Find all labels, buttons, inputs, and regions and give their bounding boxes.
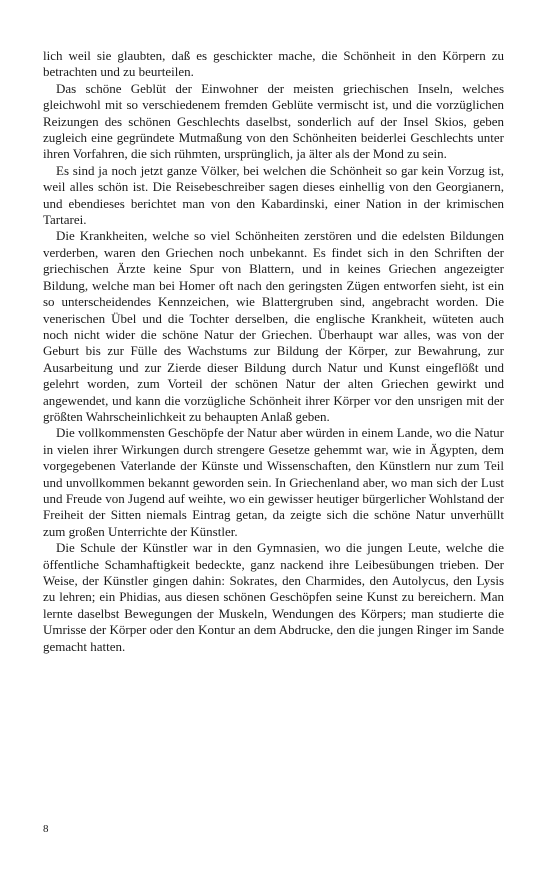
paragraph-voelker: Es sind ja noch jetzt ganze Völker, bei welchen die Schönheit so gar kein Vorzug ist, weil alles schön ist. Die Reisebeschreiber sagen dieses einhellig von den Georgianern, und ebendieses berichtet man von den Kabardinski, einer Nation in der krimischen Tartarei. — [43, 162, 504, 228]
page-number: 8 — [43, 823, 49, 835]
paragraph-krankheiten: Die Krankheiten, welche so viel Schönheiten zerstören und die edelsten Bildungen verderben, waren den Griechen noch unbekannt. Es findet sich in den Schriften der griechischen Ärzte keine Spur von Blattern, und in keines Griechen angezeigter Bildung, welche man bei Homer oft nach den geringsten Zügen entworfen sieht, ist ein so unterscheidendes Kennzeichen, wie Blattergruben sind, angebracht worden. Die venerischen Übel und die Tochter derselben, die englische Krankheit, wüteten auch noch nicht wider die schöne Natur der Griechen. Überhaupt war alles, was von der Geburt bis zur Fülle des Wachstums zur Bildung der Körper, zur Bewahrung, zur Ausarbeitung und zur Zierde dieser Bildung durch Natur und Kunst eingeflößt und gelehrt worden, zum Vorteil der schönen Natur der alten Griechen gewirkt und angewendet, und kann die vorzügliche Schönheit ihrer Körper vor den unsrigen mit der größten Wahrscheinlichkeit zu behaupten Anlaß geben. — [43, 228, 504, 424]
paragraph-continuation: lich weil sie glaubten, daß es geschickter mache, die Schönheit in den Körpern zu betrachten und zu beurteilen. — [43, 48, 504, 80]
paragraph-schule: Die Schule der Künstler war in den Gymnasien, wo die jungen Leute, welche die öffentliche Schamhaftigkeit bedeckte, ganz nackend ihre Leibesübungen trieben. Der Weise, der Künstler gingen dahin: Sokrates, den Charmides, den Autolycus, den Lysis zu lehren; ein Phidias, aus diesen schönen Geschöpfen seine Kunst zu bereichern. Man lernte daselbst Bewegungen der Muskeln, Wendungen des Körpers; man studierte die Umrisse der Körper oder den Kontur an dem Abdrucke, den die jungen Ringer im Sande gemacht hatten. — [43, 540, 504, 654]
paragraph-geschoepfe: Die vollkommensten Geschöpfe der Natur aber würden in einem Lande, wo die Natur in vielen ihrer Wirkungen durch strengere Gesetze gehemmt war, wie in Ägypten, dem vorgegebenen Vaterlande der Künste und Wissenschaften, den Künstlern nur zum Teil und unvollkommen bekannt geworden sein. In Griechenland aber, wo man sich der Lust und Freude von Jugend auf weihte, wo ein gewisser heutiger bürgerlicher Wohlstand der Freiheit der Sitten niemals Eintrag getan, da zeigte sich die schöne Natur unverhüllt zum großen Unterrichte der Künstler. — [43, 425, 504, 539]
paragraph-inseln: Das schöne Geblüt der Einwohner der meisten griechischen Inseln, welches gleichwohl mit so verschiedenem fremden Geblüte vermischt ist, und die vorzüglichen Reizungen des schönen Geschlechts daselbst, sonderlich auf der Insel Skios, geben zugleich eine gegründete Mutmaßung von den Schönheiten beiderlei Geschlechts unter ihren Vorfahren, die sich rühmten, ursprünglich, ja älter als der Mond zu sein. — [43, 80, 504, 162]
body-text — [43, 48, 504, 655]
